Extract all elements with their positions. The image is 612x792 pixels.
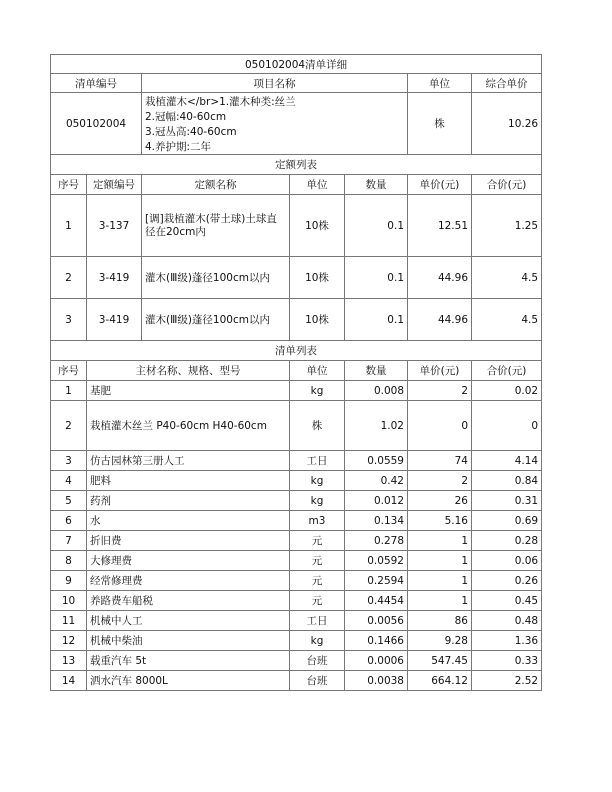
quota-qty: 0.1	[345, 195, 408, 257]
quota-no: 1	[51, 195, 87, 257]
material-qty: 0.1466	[345, 631, 408, 651]
material-unit: kg	[290, 471, 345, 491]
table-row	[51, 471, 542, 491]
material-no: 11	[51, 611, 87, 631]
table-row	[51, 571, 542, 591]
material-total: 0.48	[472, 611, 542, 631]
header-code: 清单编号	[51, 74, 142, 93]
quota-no: 2	[51, 257, 87, 299]
material-total: 0.69	[472, 511, 542, 531]
material-price: 2	[408, 381, 472, 401]
header-name: 项目名称	[142, 74, 408, 93]
quota-total: 1.25	[472, 195, 542, 257]
material-unit: 工日	[290, 611, 345, 631]
material-price: 26	[408, 491, 472, 511]
table-row	[51, 491, 542, 511]
quota-unit: 10株	[290, 299, 345, 341]
quota-unit: 10株	[290, 195, 345, 257]
item-price: 10.26	[472, 93, 542, 155]
material-unit: 株	[290, 401, 345, 451]
detail-table	[50, 54, 542, 691]
quota-code: 3-419	[87, 299, 142, 341]
material-name: 栽植灌木丝兰 P40-60cm H40-60cm	[87, 401, 290, 451]
quota-header-cell: 定额名称	[142, 175, 290, 195]
material-price: 1	[408, 571, 472, 591]
material-unit: 元	[290, 551, 345, 571]
item-name	[142, 93, 408, 155]
material-qty: 0.2594	[345, 571, 408, 591]
quota-code: 3-137	[87, 195, 142, 257]
materials-section-title: 清单列表	[51, 341, 542, 361]
materials-header-cell: 数量	[345, 361, 408, 381]
material-total: 0	[472, 401, 542, 451]
table-row	[51, 651, 542, 671]
table-row	[51, 257, 542, 299]
material-price: 74	[408, 451, 472, 471]
table-row	[51, 451, 542, 471]
item-code: 050102004	[51, 93, 142, 155]
material-price: 1	[408, 591, 472, 611]
material-total: 4.14	[472, 451, 542, 471]
material-no: 9	[51, 571, 87, 591]
material-total: 0.84	[472, 471, 542, 491]
quota-header-cell: 合价(元)	[472, 175, 542, 195]
quota-header-cell: 数量	[345, 175, 408, 195]
material-price: 5.16	[408, 511, 472, 531]
quota-price: 44.96	[408, 299, 472, 341]
material-total: 0.33	[472, 651, 542, 671]
materials-header-cell: 主材名称、规格、型号	[87, 361, 290, 381]
quota-price: 12.51	[408, 195, 472, 257]
material-name: 折旧费	[87, 531, 290, 551]
quota-total: 4.5	[472, 299, 542, 341]
material-name: 载重汽车 5t	[87, 651, 290, 671]
table-row	[51, 631, 542, 651]
item-unit: 株	[408, 93, 472, 155]
material-name: 机械中人工	[87, 611, 290, 631]
material-no: 12	[51, 631, 87, 651]
materials-header-cell: 单位	[290, 361, 345, 381]
material-total: 0.06	[472, 551, 542, 571]
table-row	[51, 401, 542, 451]
material-total: 0.26	[472, 571, 542, 591]
material-price: 547.45	[408, 651, 472, 671]
material-total: 0.02	[472, 381, 542, 401]
materials-title-row	[51, 341, 542, 361]
quota-no: 3	[51, 299, 87, 341]
material-no: 5	[51, 491, 87, 511]
quota-header-cell: 单位	[290, 175, 345, 195]
material-unit: 元	[290, 531, 345, 551]
table-row	[51, 551, 542, 571]
quota-code: 3-419	[87, 257, 142, 299]
material-unit: 工日	[290, 451, 345, 471]
quota-header-cell: 定额编号	[87, 175, 142, 195]
table-row	[51, 511, 542, 531]
quota-qty: 0.1	[345, 257, 408, 299]
material-qty: 0.0038	[345, 671, 408, 691]
header-price: 综合单价	[472, 74, 542, 93]
material-no: 10	[51, 591, 87, 611]
item-name-line: 栽植灌木</br>1.灌木种类:丝兰	[145, 95, 296, 108]
materials-header-cell: 合价(元)	[472, 361, 542, 381]
quota-price: 44.96	[408, 257, 472, 299]
material-name: 经常修理费	[87, 571, 290, 591]
quota-total: 4.5	[472, 257, 542, 299]
table-row	[51, 591, 542, 611]
material-qty: 0.0559	[345, 451, 408, 471]
material-name: 仿古园林第三册人工	[87, 451, 290, 471]
quota-section-title: 定额列表	[51, 155, 542, 175]
material-name: 水	[87, 511, 290, 531]
material-name: 肥料	[87, 471, 290, 491]
material-qty: 0.008	[345, 381, 408, 401]
material-price: 2	[408, 471, 472, 491]
material-no: 2	[51, 401, 87, 451]
material-unit: m3	[290, 511, 345, 531]
material-no: 13	[51, 651, 87, 671]
material-qty: 0.278	[345, 531, 408, 551]
material-name: 药剂	[87, 491, 290, 511]
material-qty: 0.4454	[345, 591, 408, 611]
quota-name: 灌木(Ⅲ级)蓬径100cm以内	[142, 299, 290, 341]
material-qty: 0.42	[345, 471, 408, 491]
material-qty: 0.0056	[345, 611, 408, 631]
material-price: 1	[408, 531, 472, 551]
item-name-line: 2.冠幅:40-60cm	[145, 110, 227, 123]
material-name: 大修理费	[87, 551, 290, 571]
item-name-line: 3.冠丛高:40-60cm	[145, 125, 237, 138]
quota-header-cell: 序号	[51, 175, 87, 195]
material-no: 3	[51, 451, 87, 471]
quota-unit: 10株	[290, 257, 345, 299]
material-price: 9.28	[408, 631, 472, 651]
material-unit: 台班	[290, 651, 345, 671]
material-unit: 元	[290, 591, 345, 611]
material-total: 1.36	[472, 631, 542, 651]
material-name: 养路费车船税	[87, 591, 290, 611]
material-no: 1	[51, 381, 87, 401]
material-qty: 0.0592	[345, 551, 408, 571]
material-no: 8	[51, 551, 87, 571]
material-no: 14	[51, 671, 87, 691]
material-qty: 0.134	[345, 511, 408, 531]
material-unit: kg	[290, 381, 345, 401]
material-name: 洒水汽车 8000L	[87, 671, 290, 691]
material-name: 机械中柴油	[87, 631, 290, 651]
table-row	[51, 195, 542, 257]
material-unit: 台班	[290, 671, 345, 691]
material-total: 0.31	[472, 491, 542, 511]
material-unit: kg	[290, 631, 345, 651]
table-row	[51, 299, 542, 341]
quota-qty: 0.1	[345, 299, 408, 341]
quota-header-row	[51, 175, 542, 195]
material-price: 1	[408, 551, 472, 571]
table-row	[51, 611, 542, 631]
material-name: 基肥	[87, 381, 290, 401]
material-total: 2.52	[472, 671, 542, 691]
material-unit: kg	[290, 491, 345, 511]
materials-header-cell: 序号	[51, 361, 87, 381]
item-name-line: 4.养护期:二年	[145, 140, 212, 153]
materials-header-row	[51, 361, 542, 381]
material-total: 0.45	[472, 591, 542, 611]
material-no: 6	[51, 511, 87, 531]
quota-name: [调]栽植灌木(带土球)土球直径在20cm内	[142, 195, 290, 257]
quota-header-cell: 单价(元)	[408, 175, 472, 195]
material-price: 664.12	[408, 671, 472, 691]
material-price: 0	[408, 401, 472, 451]
material-unit: 元	[290, 571, 345, 591]
table-row	[51, 531, 542, 551]
page-title: 050102004清单详细	[51, 55, 542, 74]
table-row	[51, 671, 542, 691]
material-qty: 1.02	[345, 401, 408, 451]
material-total: 0.28	[472, 531, 542, 551]
material-qty: 0.0006	[345, 651, 408, 671]
material-no: 7	[51, 531, 87, 551]
header-unit: 单位	[408, 74, 472, 93]
materials-header-cell: 单价(元)	[408, 361, 472, 381]
material-qty: 0.012	[345, 491, 408, 511]
quota-name: 灌木(Ⅲ级)蓬径100cm以内	[142, 257, 290, 299]
table-row	[51, 381, 542, 401]
material-price: 86	[408, 611, 472, 631]
material-no: 4	[51, 471, 87, 491]
